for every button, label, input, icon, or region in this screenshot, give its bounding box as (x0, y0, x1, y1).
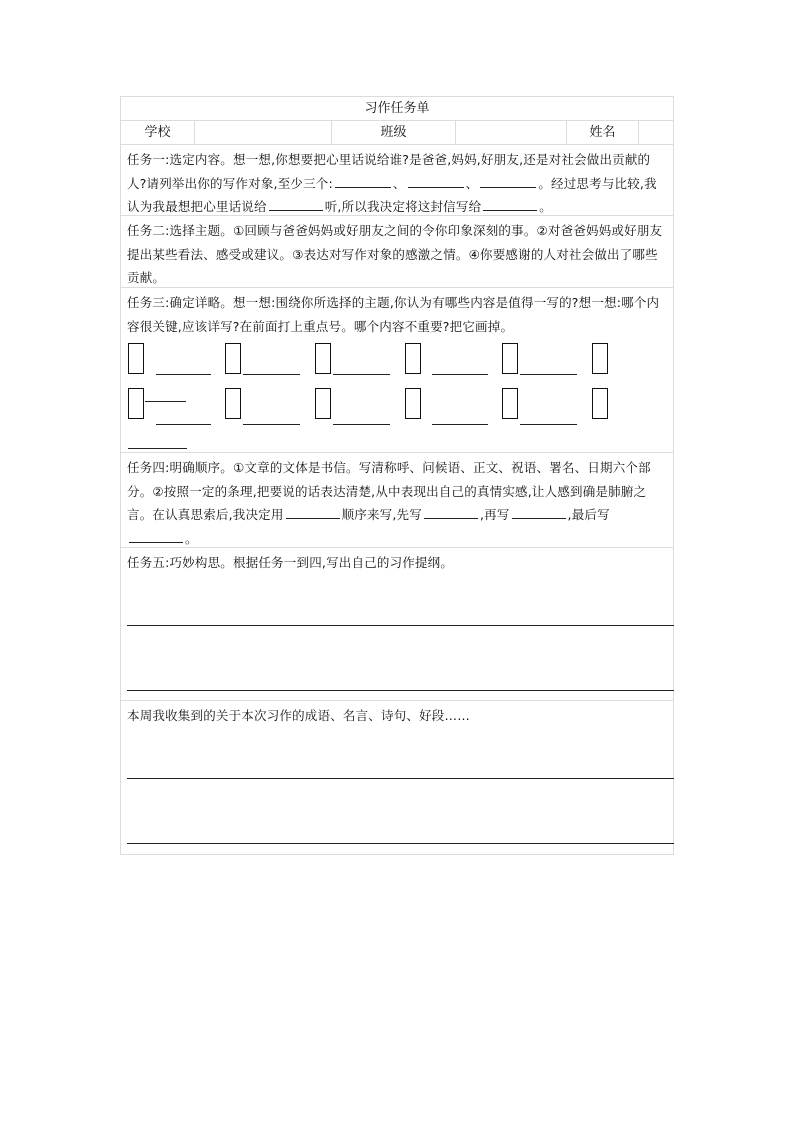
task-four-text-a: 任务四:明确顺序。①文章的文体是书信。写清称呼、问候语、正文、祝语、署名、日期六个部分。②按照一定的条理,把要说的话表达清楚,从中表现出自己的真情实感,让人感到确是肺腑之言。在认真思索后,我决定用 (127, 460, 651, 522)
separator: 、 (465, 175, 479, 191)
task-two (121, 216, 673, 288)
content-line[interactable] (333, 374, 390, 375)
task-four (121, 453, 673, 548)
mark-box[interactable] (315, 388, 331, 419)
content-line[interactable] (156, 424, 211, 425)
outline-line[interactable] (127, 690, 674, 691)
content-line[interactable] (145, 401, 186, 402)
school-label: 学校 (121, 121, 195, 144)
class-field[interactable] (456, 121, 567, 144)
letter-to-blank[interactable] (483, 196, 537, 211)
task-two-text: 任务二:选择主题。①回顾与爸爸妈妈或好朋友之间的令你印象深刻的事。②对爸爸妈妈或好朋友提出某些看法、感受或建议。③表达对写作对象的感激之情。④你要感谢的人对社会做出了哪些贡献。 (127, 223, 663, 285)
mark-box[interactable] (405, 343, 421, 374)
mark-box[interactable] (405, 388, 421, 419)
content-line[interactable] (156, 374, 211, 375)
content-line[interactable] (243, 424, 300, 425)
collect-section (121, 701, 673, 854)
content-line[interactable] (432, 374, 488, 375)
period: 。 (539, 199, 552, 214)
task-five-text: 任务五:巧妙构思。根据任务一到四,写出自己的习作提纲。 (127, 555, 454, 570)
then-blank[interactable] (512, 504, 566, 519)
content-line[interactable] (520, 374, 577, 375)
order-blank[interactable] (286, 504, 340, 519)
content-line[interactable] (243, 374, 300, 375)
task-three-text: 任务三:确定详略。想一想:围绕你所选择的主题,你认为有哪些内容是值得一写的?想一想:哪个内容很关键,应该详写?在前面打上重点号。哪个内容不重要?把它画掉。 (127, 295, 660, 334)
target-blank-2[interactable] (408, 173, 464, 188)
content-line[interactable] (128, 448, 187, 449)
school-field[interactable] (195, 121, 332, 144)
mark-box[interactable] (225, 343, 241, 374)
content-grid (121, 338, 673, 464)
task-five (121, 548, 673, 701)
task-one-text-b: 。经过思考与比较,我认为我最想把心里话说给 (127, 175, 657, 214)
class-label: 班级 (332, 121, 456, 144)
content-line[interactable] (333, 424, 390, 425)
mark-box[interactable] (128, 388, 144, 419)
task-one-text-a: 任务一:选定内容。想一想,你想要把心里话说给谁?是爸爸,妈妈,好朋友,还是对社会做出贡献的人?请列举出你的写作对象,至少三个: (127, 152, 651, 191)
sheet-title: 习作任务单 (121, 97, 673, 121)
content-line[interactable] (432, 424, 488, 425)
task-one (121, 145, 673, 216)
mark-box[interactable] (315, 343, 331, 374)
mark-box[interactable] (592, 343, 608, 374)
task-sheet (120, 96, 674, 855)
task-one-text-c: 听,所以我决定将这封信写给 (324, 199, 482, 214)
collect-line[interactable] (127, 778, 674, 779)
name-label: 姓名 (567, 121, 639, 144)
task-four-text-c: ,再写 (479, 507, 510, 522)
collect-line[interactable] (127, 843, 674, 844)
task-four-text-b: 顺序来写,先写 (341, 507, 422, 522)
collect-text: 本周我收集到的关于本次习作的成语、名言、诗句、好段…… (127, 708, 470, 723)
target-blank-3[interactable] (480, 173, 536, 188)
info-row (121, 121, 673, 145)
mark-box[interactable] (502, 388, 518, 419)
last-blank[interactable] (129, 528, 183, 543)
name-field[interactable] (639, 121, 673, 144)
mark-box[interactable] (592, 388, 608, 419)
first-blank[interactable] (424, 504, 478, 519)
recipient-blank[interactable] (269, 196, 323, 211)
mark-box[interactable] (225, 388, 241, 419)
outline-line[interactable] (127, 625, 674, 626)
task-three (121, 288, 673, 453)
separator: 、 (392, 175, 406, 191)
content-line[interactable] (520, 424, 577, 425)
mark-box[interactable] (502, 343, 518, 374)
mark-box[interactable] (128, 343, 144, 374)
period: 。 (185, 530, 198, 546)
target-blank-1[interactable] (335, 173, 391, 188)
task-four-text-d: ,最后写 (567, 507, 610, 522)
